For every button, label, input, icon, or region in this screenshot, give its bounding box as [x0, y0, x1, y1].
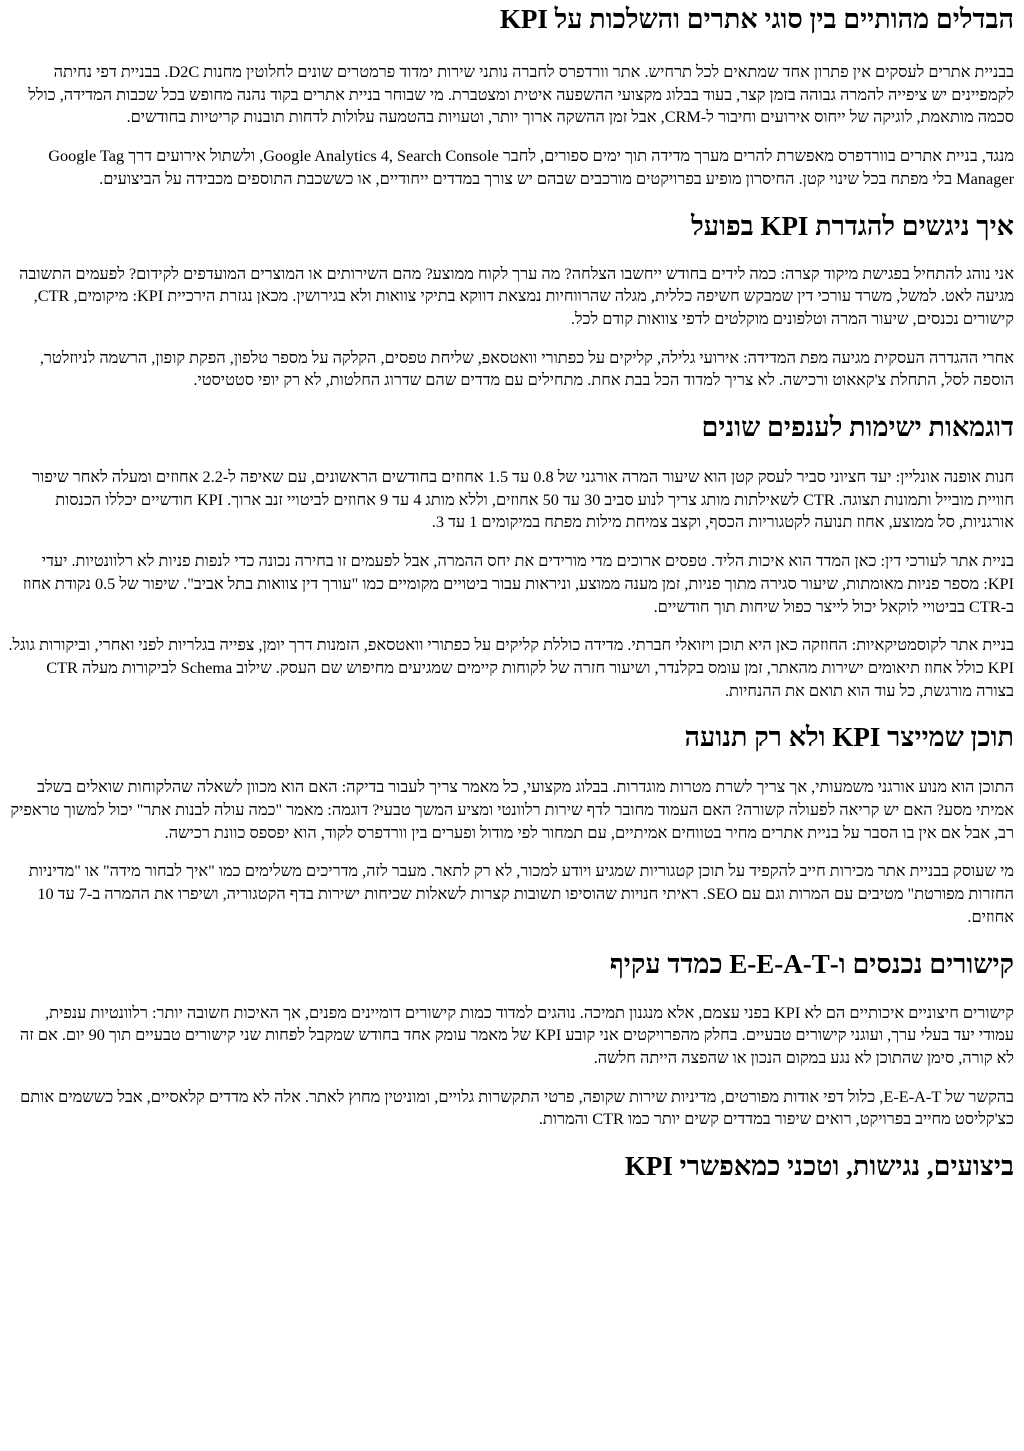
paragraph: חנות אופנה אונליין: יעד חציוני סביר לעסק קטן הוא שיעור המרה אורגני של 0.8 עד 1.5 אחוזים בחודשים הראשונים, עם שאיפה ל-2.2 אחוזים ומעלה לאחר שיפור חוויית מובייל ותמונות תצוגה. CTR לשאילתות מותג צריך לנוע סביב 30 עד 50 אחוזים, וללא מותג 4 עד 9 אחוזים לביטויי זנב ארוך. KPI חודשיים יכללו הכנסות אורגניות, סל ממוצע, אחוז תנועה לקטגוריות הכסף, וקצב צמיחת מילות מפתח במיקומים 1 עד 3. [32, 467, 1014, 532]
paragraph: אני נוהג להתחיל בפגישת מיקוד קצרה: כמה לידים בחודש ייחשבו הצלחה? מה ערך לקוח ממוצע? מהם השירותים או המוצרים המועדפים לקידום? לפעמים התשובה מגיעה לאט. למשל, משרד עורכי דין שמבקש חשיפה כללית, מגלה שהרווחיות נמצאת דווקא בתיקי צוואות ולא בגירושין. מכאן נגזרת הירכיית KPI: מיקומים, CTR, קישורים נכנסים, שיעור המרה וטלפונים מוקלטים לדפי צוואות קודם לכל. [19, 263, 1014, 328]
section-heading: תוכן שמייצר KPI ולא רק תנועה [684, 722, 1014, 753]
section-heading: ביצועים, נגישות, וטכני כמאפשרי KPI [624, 1151, 1014, 1182]
article [0, 3, 1024, 1182]
paragraph: התוכן הוא מנוע אורגני משמעותי, אך צריך לשרת מטרות מוגדרות. בבלוג מקצועי, כל מאמר צריך לעבור בדיקה: האם הוא מכוון לשאלה שהלקוחות שואלים בשלב אמיתי מסע? האם יש קריאה לפעולה קשורה? האם העמוד מחובר לדף שירות רלוונטי ומציע המשך טבעי? דוגמה: מאמר "כמה עולה לבנות אתר" יכול למשוך טראפיק רב, אבל אם אין בו הסבר על בניית אתרים מחיר בטווחים אמיתיים, עם תמחור לפי מודול ופערים בין וורדפרס לקוד, הוא יפספס כוונת רכישה. [10, 777, 1014, 842]
paragraph: בבניית אתרים לעסקים אין פתרון אחד שמתאים לכל תרחיש. אתר וורדפרס לחברה נותני שירות ימדוד פרמטרים שונים לחלוטין מחנות D2C. בבניית דפי נחיתה לקמפיינים יש ציפייה להמרה גבוהה בזמן קצר, בעוד בבלוג מקצועי ההשפעה איטית ומצטברת. מי שבוחר בניית אתרים בקוד נהנה מחופש בכל שכבות המדידה, כולל סכמה מותאמת, לוגיקה של ייחוס אירועים וחיבור ל-CRM, אבל זמן ההשקה ארוך יותר, וטעויות בהטמעה עלולות לדחות תובנות קריטיות בחודשים. [28, 62, 1014, 127]
paragraph: קישורים חיצוניים איכותיים הם לא KPI בפני עצמם, אלא מנגנון תמיכה. נוהגים למדוד כמות קישורים דומיינים מפנים, אך האיכות חשובה יותר: רלוונטיות ענפית, עמודי יעד בעלי ערך, ועוגני קישורים טבעיים. בחלק מהפרויקטים אני קובע KPI של מאמר עומק אחד בחודש שמקבל לפחות שני קישורים טבעיים תוך 90 יום. אם זה לא קורה, סימן שהתוכן לא נגע במקום הנכון או שהפצה הייתה חלשה. [19, 1002, 1014, 1067]
section-heading: קישורים נכנסים ו-E-E-A-T כמדד עקיף [609, 948, 1014, 979]
section-heading: הבדלים מהותיים בין סוגי אתרים והשלכות על KPI [499, 4, 1014, 34]
paragraph: בניית אתר לקוסמטיקאיות: החוזקה כאן היא תוכן ויזואלי חברתי. מדידה כוללת קליקים על כפתורי וואטסאפ, הזמנות דרך יומן, צפייה בגלריות לפני ואחרי, וביקורות גוגל. KPI כולל אחוז תיאומים ישירות מהאתר, זמן עומס בקלנדר, ושיעור חזרה של לקוחות קיימים שמגיעים מחיפוש שם העסק. שילוב Schema לביקורות מעלה CTR בצורה מורגשת, כל עוד הוא תואם את ההנחיות. [8, 635, 1014, 700]
paragraph: מנגד, בניית אתרים בוורדפרס מאפשרת להרים מערך מדידה תוך ימים ספורים, לחבר Google Analytics 4, Search Console, ולשתול אירועים דרך Google Tag Manager בלי מפתח בכל שינוי קטן. החיסרון מופיע בפרויקטים מורכבים שבהם יש צורך במדדים ייחודיים, או כששכבת התוספים מכבידה על הביצועים. [48, 146, 1014, 188]
paragraph: אחרי ההגדרה העסקית מגיעה מפת המדידה: אירועי גלילה, קליקים על כפתורי וואטסאפ, שליחת טפסים, הקלקה על מספר טלפון, הפקת קופון, הרשמה לניוזלטר, הוספה לסל, התחלת צ'קאאוט ורכישה. לא צריך למדוד הכל בבת אחת. מתחילים עם מדדים שהם שדרוג החלטות, לא רק יופי סטטיסטי. [39, 347, 1014, 390]
section-heading: איך ניגשים להגדרת KPI בפועל [691, 210, 1014, 241]
paragraph: מי שעוסק בבניית אתר מכירות חייב להקפיד על תוכן קטגוריות שמגיע ויודע למכור, לא רק לתאר. מעבר לזה, מדריכים משלימים כמו "איך לבחור מידה" או "מדיניות החזרות מפורטת" מטיבים עם המרות וגם עם SEO. ראיתי חנויות שהוסיפו תשובות קצרות לשאלות שכיחות ישירות בדף הקטגוריה, ושיפרו את ההמרה ב-7 עד 10 אחוזים. [28, 861, 1014, 926]
paragraph: בניית אתר לעורכי דין: כאן המדד הוא איכות הליד. טפסים ארוכים מדי מורידים את יחס ההמרה, אבל לפעמים זו בחירה נכונה כדי לנפות פניות לא רלוונטיות. יעדי KPI: מספר פניות מאומתות, שיעור סגירה מתוך פניות, זמן מענה ממוצע, וניראות עבור ביטויים מקומיים כמו "עורך דין צוואות בתל אביב". שיפור של 0.5 נקודת אחוז ב-CTR בביטויי לוקאל יכול לייצר כפול שיחות תוך חודשיים. [22, 551, 1014, 616]
paragraph: בהקשר של E-E-A-T, כלול דפי אודות מפורטים, מדיניות שירות שקופה, פרטי התקשרות גלויים, ומוניטין מחוץ לאתר. אלה לא מדדים קלאסיים, אבל כששמים אותם כצ'קליסט מחייב בפרויקט, רואים שיפור במדדים קשים יותר כמו CTR והמרות. [20, 1086, 1014, 1129]
section-heading: דוגמאות ישימות לענפים שונים [701, 412, 1014, 443]
